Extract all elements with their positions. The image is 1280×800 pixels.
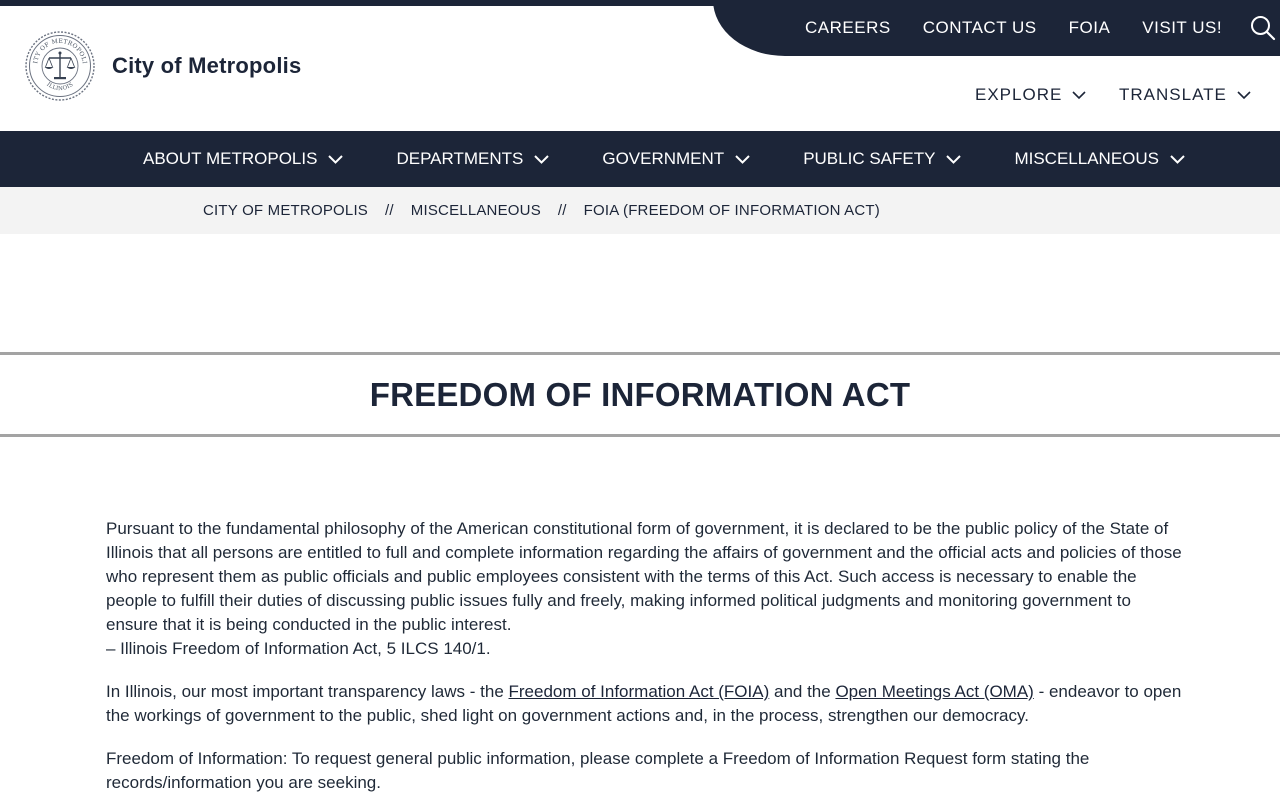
careers-link[interactable]: CAREERS (805, 18, 891, 37)
paragraph-text: In Illinois, our most important transparency laws - the (106, 682, 509, 701)
foia-quote-paragraph (106, 517, 1186, 661)
city-seal-logo[interactable] (25, 31, 95, 101)
nav-item-label: GOVERNMENT (602, 149, 725, 168)
foia-act-link[interactable]: Freedom of Information Act (FOIA) (508, 682, 770, 701)
chevron-down-icon (946, 155, 961, 164)
svg-text:ILLINOIS: ILLINOIS (45, 81, 75, 93)
nav-item-label: ABOUT METROPOLIS (143, 149, 318, 168)
chevron-down-icon (328, 155, 343, 164)
nav-item-label: MISCELLANEOUS (1014, 149, 1159, 168)
translate-label: TRANSLATE (1119, 85, 1227, 104)
chevron-down-icon (534, 155, 549, 164)
search-icon[interactable] (1250, 15, 1276, 41)
visit-us-link[interactable]: VISIT US! (1142, 18, 1223, 37)
nav-item-departments[interactable] (396, 149, 549, 169)
nav-item-about-metropolis[interactable] (143, 149, 343, 169)
svg-text:CITY OF METROPOLIS: ITY OF METROPOLI (32, 37, 88, 65)
paragraph-text: - endeavor to open the workings of government to the public, shed light on government actions and, in the process, strengthen our democracy. (106, 682, 1182, 725)
nav-item-label: PUBLIC SAFETY (803, 149, 936, 168)
contact-us-link[interactable]: CONTACT US (922, 18, 1037, 37)
translate-dropdown[interactable] (1119, 85, 1251, 105)
nav-item-government[interactable] (602, 149, 750, 169)
breadcrumb-miscellaneous-link[interactable]: MISCELLANEOUS (410, 202, 541, 219)
site-name[interactable]: City of Metropolis (112, 53, 302, 78)
chevron-down-icon (1170, 155, 1185, 164)
foia-link[interactable]: FOIA (1068, 18, 1111, 37)
transparency-paragraph (106, 680, 1186, 728)
breadcrumb-current: FOIA (FREEDOM OF INFORMATION ACT) (583, 202, 880, 219)
breadcrumb-separator: // (557, 202, 567, 219)
page-title-band (0, 352, 1280, 437)
chevron-down-icon (1072, 91, 1086, 100)
main-content (106, 517, 1186, 800)
breadcrumb-home-link[interactable]: CITY OF METROPOLIS (203, 202, 369, 219)
main-nav (0, 131, 1280, 187)
paragraph-text: and the (769, 682, 836, 701)
explore-dropdown[interactable] (975, 85, 1086, 105)
quote-text: Pursuant to the fundamental philosophy of the American constitutional form of government, it is declared to be the public policy of the State of Illinois that all persons are entitled to full and complete information regarding the affairs of government and the official acts and policies of those who represent them as public officials and public employees consistent with the terms of this Act. Such access is necessary to enable the people to fulfill their duties of discussing public issues fully and freely, making informed political judgments and monitoring government to ensure that it is being conducted in the public interest. (106, 519, 1182, 634)
quote-source: – Illinois Freedom of Information Act, 5 ILCS 140/1. (106, 639, 491, 658)
nav-item-miscellaneous[interactable] (1014, 149, 1185, 169)
nav-item-label: DEPARTMENTS (396, 149, 524, 168)
nav-item-public-safety[interactable] (803, 149, 961, 169)
page-title: FREEDOM OF INFORMATION ACT (369, 375, 911, 413)
utility-nav (805, 0, 1276, 56)
breadcrumb-bar (0, 187, 1280, 234)
breadcrumb-separator: // (385, 202, 394, 219)
explore-label: EXPLORE (975, 85, 1063, 104)
chevron-down-icon (735, 155, 750, 164)
chevron-down-icon (1237, 91, 1251, 100)
request-info-paragraph: Freedom of Information: To request general public information, please complete a Freedom of Information Request form stating the records/information you are seeking. (106, 749, 1090, 792)
open-meetings-act-link[interactable]: Open Meetings Act (OMA) (835, 682, 1034, 701)
breadcrumb (203, 187, 880, 234)
